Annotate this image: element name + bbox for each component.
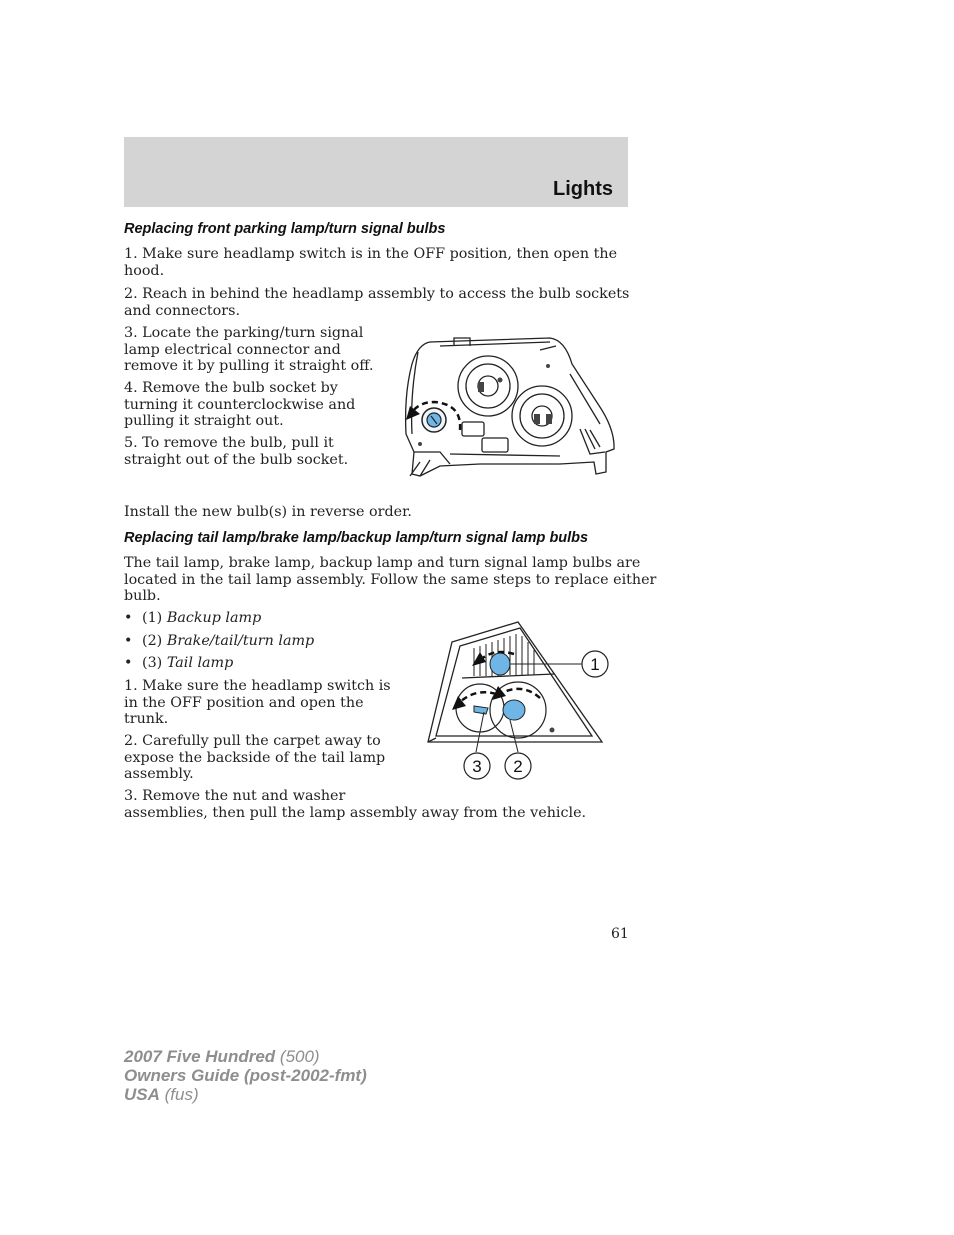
bullet-icon: • (124, 655, 133, 671)
bullet-brake-tail-turn-lamp: • (2) Brake/tail/turn lamp (124, 633, 315, 649)
page-number: 61 (611, 926, 629, 942)
tail-step-2: 2. Carefully pull the carpet away to expose the backside of the tail lamp assembly. (124, 733, 386, 782)
tail-lamp-assembly-illustration (424, 618, 610, 786)
callout-1 (582, 651, 608, 677)
bullet-backup-lamp: • (1) Backup lamp (124, 610, 262, 626)
svg-text:2: 2 (513, 757, 523, 776)
bullet-icon: • (124, 633, 133, 649)
callout-2 (505, 753, 531, 779)
heading-tail-lamp: Replacing tail lamp/brake lamp/backup lamp/turn signal lamp bulbs (124, 530, 589, 546)
front-step-1: 1. Make sure headlamp switch is in the OFF position, then open the hood. (124, 246, 618, 279)
install-instruction: Install the new bulb(s) in reverse order. (124, 504, 412, 520)
tail-step-1: 1. Make sure the headlamp switch is in the OFF position and open the trunk. (124, 678, 391, 727)
brake-tail-turn-bulb-icon (503, 700, 525, 720)
headlamp-assembly-illustration (400, 334, 622, 484)
front-step-2: 2. Reach in behind the headlamp assembly to access the bulb sockets and connectors. (124, 286, 630, 319)
arrow-head-icon (406, 406, 420, 420)
svg-text:3: 3 (472, 757, 482, 776)
section-header-band (124, 137, 628, 207)
heading-front-parking-lamp: Replacing front parking lamp/turn signal bulbs (124, 221, 446, 237)
front-step-5: 5. To remove the bulb, pull it straight out of the bulb socket. (124, 435, 349, 468)
tail-lamp-bulb-icon (474, 706, 488, 714)
section-title: Lights (553, 178, 613, 200)
callout-3 (464, 753, 490, 779)
tail-intro: The tail lamp, brake lamp, backup lamp and turn signal lamp bulbs are located in the tail lamp assembly. Follow the same steps to replace either bulb. (124, 555, 657, 604)
document-footer: 2007 Five Hundred (500) Owners Guide (post-2002-fmt) USA (fus) (124, 1047, 367, 1104)
svg-text:1: 1 (590, 655, 600, 674)
front-step-4: 4. Remove the bulb socket by turning it counterclockwise and pulling it straight out. (124, 380, 356, 429)
backup-lamp-bulb-icon (490, 653, 510, 675)
bullet-icon: • (124, 610, 133, 626)
front-step-3: 3. Locate the parking/turn signal lamp electrical connector and remove it by pulling it straight off. (124, 325, 374, 374)
bullet-tail-lamp: • (3) Tail lamp (124, 655, 234, 671)
tail-step-3: 3. Remove the nut and washer assemblies, then pull the lamp assembly away from the vehicle. (124, 788, 587, 821)
